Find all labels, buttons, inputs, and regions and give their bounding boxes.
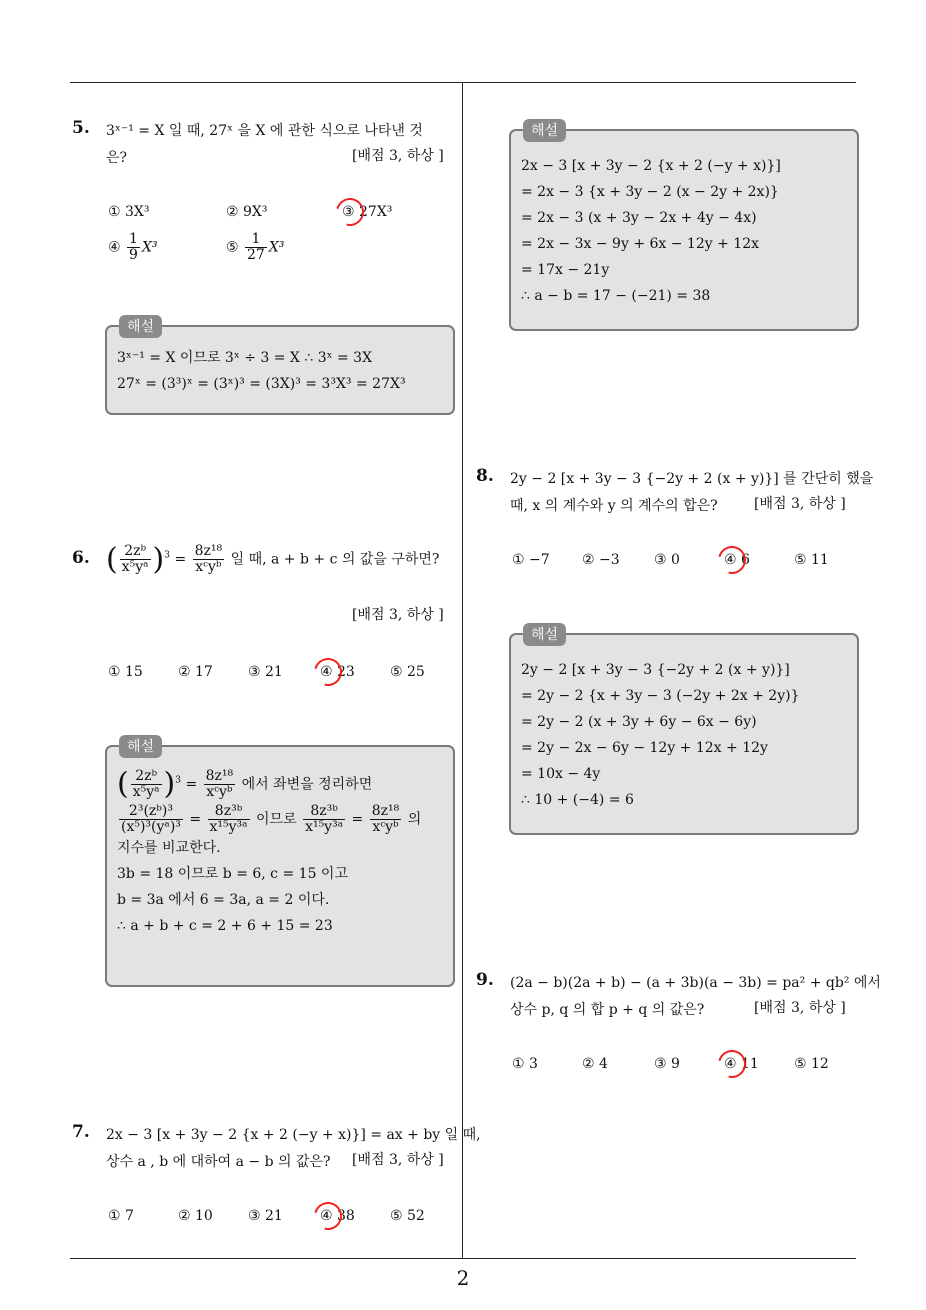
solution-tag: 해설 — [523, 623, 566, 646]
solution-box-8 — [509, 627, 859, 835]
question-number: 6. — [72, 548, 90, 568]
solution-body — [117, 345, 443, 397]
solution-line: = 17x − 21y — [521, 262, 610, 278]
fraction — [370, 804, 402, 835]
choice-2[interactable]: ② 9X³ — [226, 204, 268, 220]
fraction — [119, 804, 183, 835]
solution-line: = 2x − 3 {x + 3y − 2 (x − 2y + 2x)} — [521, 184, 779, 200]
choice-3[interactable]: ③ 9 — [654, 1056, 680, 1072]
numerator: 1 — [129, 231, 138, 247]
fraction — [245, 232, 267, 263]
choice-4[interactable]: ④ 38 — [320, 1208, 355, 1224]
solution-line: 지수를 비교한다. — [117, 840, 221, 856]
solution-text: 이므로 — [256, 811, 297, 828]
choice-5[interactable] — [226, 232, 284, 263]
page-number: 2 — [456, 1266, 470, 1290]
numerator: 2³(zᵇ)³ — [119, 804, 183, 820]
solution-text: 에서 좌변을 정리하면 — [241, 776, 373, 793]
answer-circle-mark — [713, 541, 751, 579]
answer-circle-mark — [309, 1197, 347, 1235]
choice-1[interactable]: ① 3 — [512, 1056, 538, 1072]
numerator: 2zᵇ — [131, 769, 162, 785]
denominator: x⁵yᵃ — [132, 784, 160, 800]
denominator: xᶜyᵇ — [195, 559, 222, 575]
question-number: 9. — [476, 970, 494, 990]
score-meta: [배점 3, 하상 ] — [352, 148, 444, 164]
solution-line: b = 3a 에서 6 = 3a, a = 2 이다. — [117, 892, 330, 908]
question-line: 2x − 3 [x + 3y − 2 {x + 2 (−y + x)}] = ax + by 일 때, — [106, 1127, 481, 1143]
score-meta: [배점 3, 하상 ] — [754, 1000, 846, 1016]
solution-line: 2x − 3 [x + 3y − 2 {x + 2 (−y + x)}] — [521, 158, 781, 174]
solution-box-6 — [105, 739, 455, 987]
choice-4[interactable] — [108, 232, 158, 263]
choice-5[interactable]: ⑤ 11 — [794, 552, 829, 568]
question-tail: 일 때, a + b + c 의 값을 구하면? — [230, 551, 440, 568]
fraction — [303, 804, 345, 835]
denominator: xᶜyᵇ — [206, 784, 233, 800]
denominator: xᶜyᵇ — [372, 819, 399, 835]
question-7 — [72, 1122, 481, 1232]
denominator: 27 — [247, 247, 265, 263]
choice-label: ⑤ — [226, 239, 239, 256]
choice-3[interactable]: ③ 0 — [654, 552, 680, 568]
solution-tag: 해설 — [523, 119, 566, 142]
score-meta: [배점 3, 하상 ] — [754, 496, 846, 512]
column-divider — [462, 82, 463, 1258]
solution-line: $\frac{\text{2³(zᵇ)³}}{\text{(x⁵)³(yᵃ)³}}$ = $\frac{\text{8z³ᵇ}}{\text{x¹⁵y³ᵃ}}$ 이므로 $\frac{\text{8z³ᵇ}}{\text{x¹⁵y³ᵃ}}$ = $\frac{\text{8z¹⁸}}{\text{xᶜyᵇ}}$ 의 — [121, 803, 422, 835]
numerator: 8z¹⁸ — [194, 543, 223, 559]
solution-tag: 해설 — [119, 315, 162, 338]
exponent: 3 — [175, 775, 181, 786]
solution-line: 3b = 18 이므로 b = 6, c = 15 이고 — [117, 866, 348, 882]
paren: ) — [152, 542, 165, 577]
solution-line: = 2y − 2x − 6y − 12y + 12x + 12y — [521, 740, 768, 756]
denominator: 9 — [129, 247, 138, 263]
question-9 — [476, 970, 881, 1080]
solution-text: 의 — [407, 811, 422, 828]
fraction — [131, 769, 162, 800]
numerator: 1 — [245, 232, 267, 248]
choice-4[interactable]: ④ 6 — [724, 552, 750, 568]
choice-2[interactable]: ② 10 — [178, 1208, 213, 1224]
solution-line: = 2x − 3 (x + 3y − 2x + 4y − 4x) — [521, 210, 757, 226]
choice-3[interactable]: ③ 27X³ — [342, 204, 393, 220]
fraction — [204, 769, 236, 800]
denominator: x¹⁵y³ᵃ — [209, 819, 248, 835]
numerator: 8z¹⁸ — [371, 803, 400, 819]
choice-4[interactable]: ④ 23 — [320, 664, 355, 680]
choice-3[interactable]: ③ 21 — [248, 1208, 283, 1224]
question-6 — [72, 542, 452, 688]
question-8 — [476, 466, 874, 576]
paren: ( — [106, 542, 118, 577]
solution-line: ∴ a + b + c = 2 + 6 + 15 = 23 — [117, 918, 333, 934]
solution-line: = 2y − 2 (x + 3y + 6y − 6x − 6y) — [521, 714, 757, 730]
bottom-rule — [70, 1258, 856, 1259]
choice-label: ④ — [108, 239, 121, 256]
fraction-tail: X³ — [141, 239, 158, 256]
solution-body — [521, 657, 847, 813]
choice-1[interactable]: ① 3X³ — [108, 204, 150, 220]
answer-circle-mark — [331, 193, 369, 231]
question-line: 은? — [106, 150, 128, 166]
numerator: 2zᵇ — [120, 544, 151, 560]
fraction — [208, 804, 250, 835]
fraction — [120, 544, 151, 575]
top-rule — [70, 82, 856, 83]
choice-5[interactable]: ⑤ 12 — [794, 1056, 829, 1072]
solution-tag: 해설 — [119, 735, 162, 758]
solution-line: 27ˣ = (3³)ˣ = (3ˣ)³ = (3X)³ = 3³X³ = 27X³ — [117, 376, 406, 392]
choice-2[interactable]: ② 4 — [582, 1056, 608, 1072]
question-number: 5. — [72, 118, 90, 138]
numerator: 8z³ᵇ — [208, 804, 250, 820]
denominator: x⁵yᵃ — [121, 559, 149, 575]
choice-2[interactable]: ② 17 — [178, 664, 213, 680]
solution-line: = 2y − 2 {x + 3y − 3 (−2y + 2x + 2y)} — [521, 688, 800, 704]
solution-box-5 — [105, 319, 455, 415]
exponent: 3 — [164, 550, 170, 561]
solution-line: 3ˣ⁻¹ = X 이므로 3ˣ ÷ 3 = X ∴ 3ˣ = 3X — [117, 350, 373, 366]
solution-line: ∴ a − b = 17 − (−21) = 38 — [521, 288, 711, 304]
question-line: 때, x 의 계수와 y 의 계수의 합은? — [510, 498, 718, 514]
question-line: 상수 a , b 에 대하여 a − b 의 값은? — [106, 1154, 331, 1170]
question-line: 2y − 2 [x + 3y − 3 {−2y + 2 (x + y)}] 를 간단히 했을 — [510, 471, 874, 487]
equals: = — [174, 551, 191, 568]
paren: ) — [163, 766, 176, 802]
score-meta: [배점 3, 하상 ] — [352, 1152, 444, 1168]
solution-line: ∴ 10 + (−4) = 6 — [521, 792, 634, 808]
numerator: 8z³ᵇ — [303, 804, 345, 820]
choice-1[interactable]: ① −7 — [512, 552, 550, 568]
fraction-tail: X³ — [268, 239, 285, 256]
solution-box-7 — [509, 123, 859, 331]
answer-circle-mark — [713, 1045, 751, 1083]
question-line: (2a − b)(2a + b) − (a + 3b)(a − 3b) = pa² + qb² 에서 — [510, 975, 881, 991]
solution-body — [117, 766, 443, 939]
fraction — [193, 544, 225, 575]
choice-3[interactable]: ③ 21 — [248, 664, 283, 680]
denominator: (x⁵)³(yᵃ)³ — [121, 819, 181, 835]
choice-1[interactable]: ① 7 — [108, 1208, 134, 1224]
denominator: x¹⁵y³ᵃ — [305, 819, 344, 835]
solution-line: 2y − 2 [x + 3y − 3 {−2y + 2 (x + y)}] — [521, 662, 790, 678]
solution-line: = 2x − 3x − 9y + 6x − 12y + 12x — [521, 236, 759, 252]
question-text — [106, 544, 439, 575]
numerator: 8z¹⁸ — [205, 768, 234, 784]
solution-body — [521, 153, 847, 309]
paren: ( — [117, 766, 129, 802]
question-line: 상수 p, q 의 합 p + q 의 값은? — [510, 1002, 705, 1018]
choice-5[interactable]: ⑤ 25 — [390, 664, 425, 680]
choice-2[interactable]: ② −3 — [582, 552, 620, 568]
choice-4[interactable]: ④ 11 — [724, 1056, 759, 1072]
question-line: 3ˣ⁻¹ = X 일 때, 27ˣ 을 X 에 관한 식으로 나타낸 것 — [106, 123, 423, 139]
solution-line: = 10x − 4y — [521, 766, 601, 782]
question-number: 8. — [476, 466, 494, 486]
question-number: 7. — [72, 1122, 90, 1142]
answer-circle-mark — [309, 653, 347, 691]
choice-1[interactable]: ① 15 — [108, 664, 143, 680]
choice-5[interactable]: ⑤ 52 — [390, 1208, 425, 1224]
score-meta: [배점 3, 하상 ] — [352, 607, 444, 623]
solution-line: ( $\frac{\text{2zᵇ}}{\text{x⁵yᵃ}}$ )$^3$ = $\frac{\text{8z¹⁸}}{\text{xᶜyᵇ}}$ 에서 좌변을 정리하면 — [117, 766, 373, 802]
question-5 — [72, 118, 452, 278]
fraction — [127, 232, 140, 263]
